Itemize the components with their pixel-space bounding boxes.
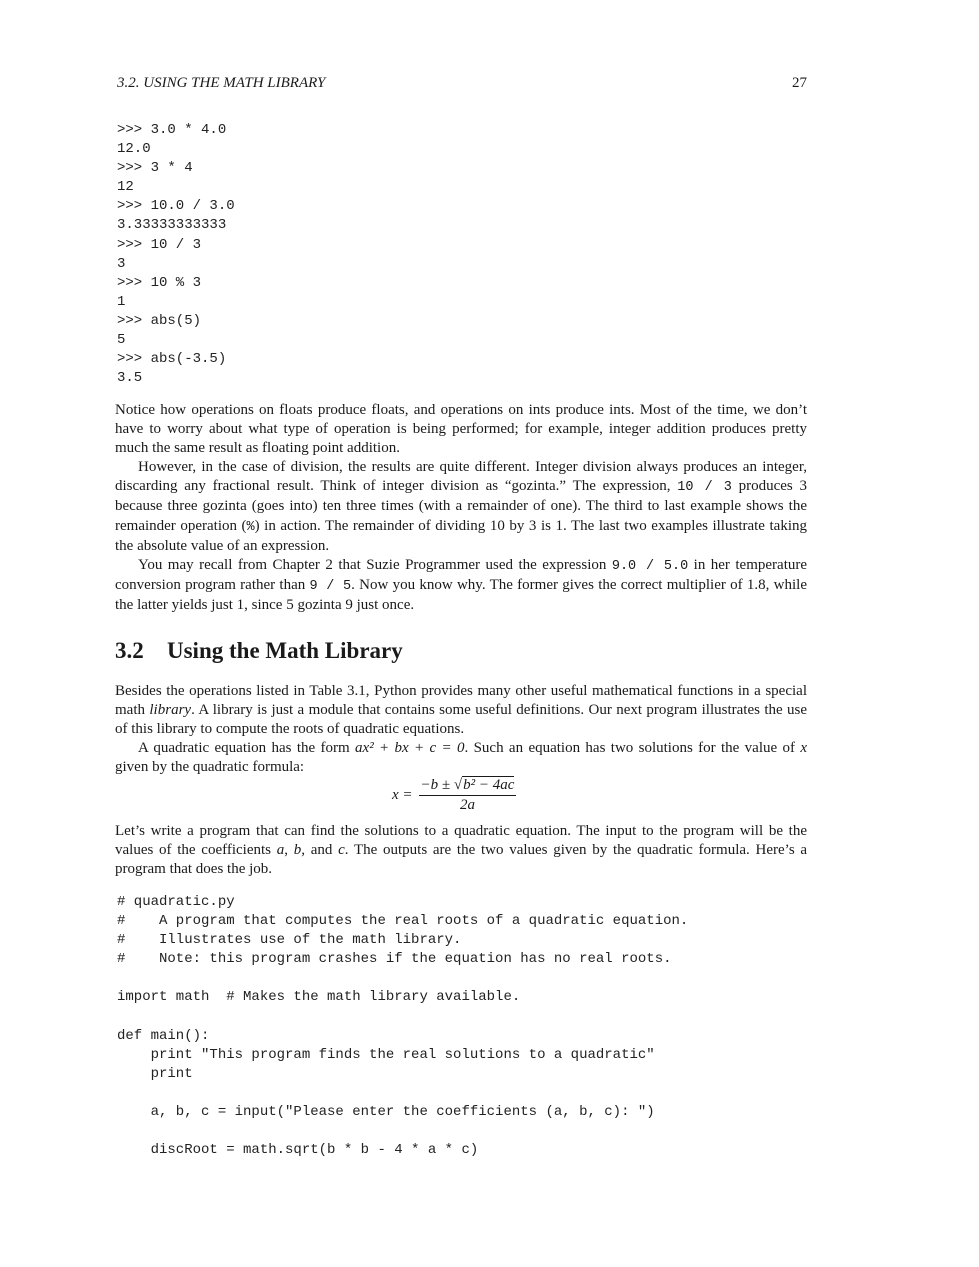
paragraph-quadratic-form (115, 739, 807, 777)
code-line: # Note: this program crashes if the equation has no real roots. (117, 951, 672, 968)
code-line: 3.5 (117, 370, 143, 387)
code-line: def main(): (117, 1027, 210, 1044)
code-line (117, 1084, 688, 1103)
code-line: >>> 3.0 * 4.0 (117, 122, 227, 138)
formula-denominator: 2a (459, 797, 475, 813)
formula-text: −b ± √ (420, 777, 463, 793)
inline-code: 9 / 5 (309, 578, 352, 594)
code-line: >>> 10 % 3 (117, 274, 202, 291)
code-line (117, 1122, 688, 1141)
text-run: You may recall from Chapter 2 that Suzie Programmer used the expression (138, 556, 607, 573)
code-line: 3 (117, 255, 126, 272)
code-line (117, 969, 688, 988)
body-text-block-1 (115, 401, 807, 615)
code-line: 12 (117, 179, 134, 196)
code-line: 5 (117, 332, 126, 349)
running-title: 3.2. USING THE MATH LIBRARY (117, 75, 326, 91)
paragraph-division (115, 458, 807, 555)
code-line: >>> 10 / 3 (117, 236, 202, 253)
text-run: , and (301, 842, 333, 859)
inline-code: % (246, 519, 255, 535)
code-line: >>> abs(-3.5) (117, 351, 227, 368)
text-run: . Such an equation has two solutions for the value of (464, 740, 795, 757)
program-listing (117, 893, 688, 1160)
code-line: >>> 10.0 / 3.0 (117, 198, 235, 215)
code-line: discRoot = math.sqrt(b * b - 4 * a * c) (117, 1142, 479, 1159)
formula-lhs: x = (392, 786, 413, 803)
text-run: Let’s write a program that can find the solutions to a quadratic equation. The input to the program will be the values of the coefficients (115, 823, 807, 859)
paragraph-program-intro (115, 822, 807, 879)
formula-fraction (419, 776, 517, 814)
text-run: . Now you know why. The former gives the correct multiplier of 1.8, while the latter yields just 1, since 5 gozinta 9 just once. (115, 576, 808, 613)
code-line: >>> 3 * 4 (117, 160, 193, 177)
interpreter-session (117, 121, 235, 388)
paragraph-floats: Notice how operations on floats produce floats, and operations on ints produce ints. Most of the time, we don’t have to worry about what type of operation is being performed; for example, integer addition produces pretty much the same result as floating point addition. (115, 402, 807, 457)
code-line: import math # Makes the math library available. (117, 989, 521, 1006)
text-run: ) in action. The remainder of dividing 10 by 3 is 1. The last two examples illustrate taking the absolute value of an expression. (115, 517, 807, 554)
code-line: # quadratic.py (117, 894, 235, 910)
code-line: >>> abs(5) (117, 312, 202, 329)
text-run: . A library is just a module that contains some useful definitions. Our next program illustrates the use of this library to compute the roots of quadratic equations. (115, 702, 808, 738)
text-run: given by the quadratic formula: (115, 759, 305, 776)
inline-code: 9.0 / 5.0 (611, 558, 689, 574)
running-header (117, 75, 807, 95)
text-run: , (284, 842, 288, 859)
text-run: . The outputs are the two values given by the quadratic formula. Here’s a program that does the job. (115, 842, 808, 878)
variable: c (338, 842, 345, 859)
section-title: Using the Math Library (167, 638, 403, 663)
text-run: in her temperature conversion program rather than (115, 556, 808, 593)
formula-numerator (419, 776, 517, 796)
inline-equation: ax² + bx + c = 0 (355, 740, 465, 757)
emphasis: library (149, 702, 192, 719)
code-line: a, b, c = input("Please enter the coefficients (a, b, c): ") (117, 1104, 655, 1121)
variable: a (276, 842, 285, 859)
variable: b (293, 842, 302, 859)
text-run: A quadratic equation has the form (138, 740, 350, 757)
code-line (117, 1008, 688, 1027)
code-line: 3.33333333333 (117, 217, 227, 234)
body-text-block-2 (115, 682, 807, 777)
text-run: Besides the operations listed in Table 3.1, Python provides many other useful mathematical functions in a special math (115, 683, 807, 719)
paragraph-suzie (115, 556, 807, 615)
code-line: 1 (117, 293, 126, 310)
code-line: print (117, 1065, 193, 1082)
code-line: # Illustrates use of the math library. (117, 932, 462, 949)
text-run: produces 3 because three gozinta (goes into) ten three times (with a remainder of one). The third to last example shows the remainder operation ( (115, 478, 808, 534)
variable: x (800, 740, 808, 757)
inline-code: 10 / 3 (677, 480, 732, 496)
formula-radicand: b² − 4ac (463, 777, 515, 793)
code-line: print "This program finds the real solutions to a quadratic" (117, 1046, 655, 1063)
quadratic-formula (392, 776, 516, 814)
text-run: However, in the case of division, the results are quite different. Integer division always produces an integer, discarding any fractional result. Think of integer division as “gozinta.” The expression, (115, 459, 807, 495)
code-line: 12.0 (117, 141, 151, 158)
code-line: # A program that computes the real roots of a quadratic equation. (117, 913, 689, 930)
body-text-block-3 (115, 822, 807, 879)
paragraph-math-library (115, 682, 807, 739)
section-heading (115, 638, 403, 664)
section-number: 3.2 (115, 638, 144, 663)
page-number: 27 (792, 75, 807, 91)
